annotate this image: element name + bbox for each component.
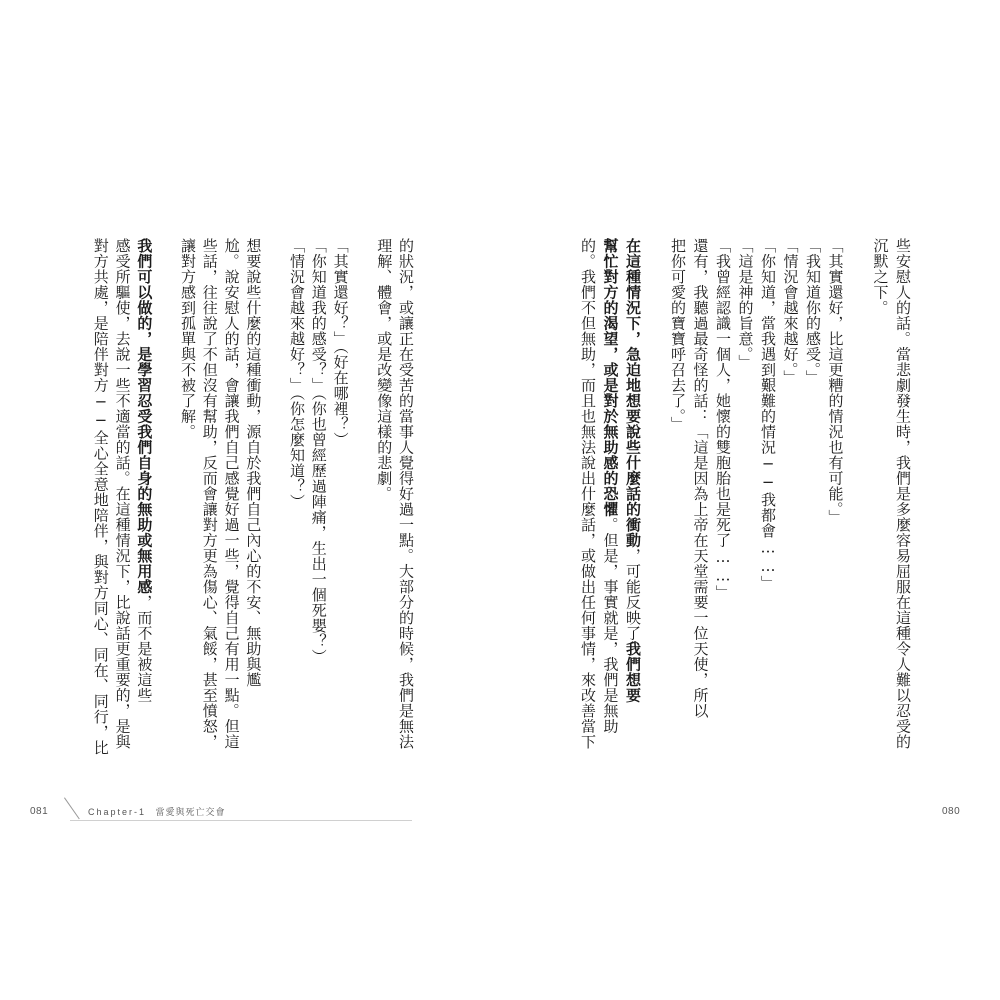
right-page-column-11-segment: 把你可愛的寶寶呼召去了。」 (669, 238, 687, 432)
right-page-column-2-segment: 沉默之下。 (871, 238, 890, 316)
left-page-column-6-segment: 「情況會越來越好？」（你怎麼知道？） (288, 238, 306, 510)
left-page-column-9 (223, 238, 239, 750)
right-page-column-10-segment: 還有，我聽過最奇怪的話：「這是因為上帝在天堂需要一位天使，所以 (691, 238, 710, 719)
left-page-column-4 (332, 238, 348, 448)
left-page-column-14 (114, 238, 130, 750)
left-page-column-6 (288, 238, 304, 510)
running-header-title: 當愛與死亡交會 (155, 807, 226, 817)
right-page-column-4 (827, 238, 843, 525)
right-page-column-7-segment: 「你知道，當我遇到艱難的情況──我都會……」 (759, 238, 777, 591)
left-page-column-13-segment: ，而不是被這些 (135, 594, 154, 703)
left-page-column-11 (179, 238, 195, 440)
right-page-column-13-segment: 我們想要 (624, 641, 642, 703)
left-page-column-13-segment: 我們可以做的，是學習忍受我們自身的無助或無用感 (135, 238, 154, 595)
right-page-column-6-segment: 「情況會越來越好。」 (781, 238, 800, 386)
right-page-column-5-segment: 「我知道你的感受。」 (804, 238, 822, 386)
right-page-column-2 (872, 238, 888, 316)
right-page-column-10 (692, 238, 708, 719)
left-page-column-5 (310, 238, 326, 665)
left-page-column-9-segment: 尬。說安慰人的話，會讓我們自己感覺好過一些，覺得自己有用一點。但這 (222, 238, 241, 750)
left-page-number: 081 (30, 806, 49, 817)
right-page-column-9 (714, 238, 730, 601)
right-page-column-4-segment: 「其實還好，比這更糟的情況也有可能。」 (826, 238, 845, 525)
right-page-column-14-segment: 。但是，事實就是，我們是無助 (601, 517, 620, 734)
left-page-column-10 (201, 238, 217, 750)
left-page-column-8-segment: 想要說些什麼的這種衝動，源自於我們自己內心的不安、無助與尷 (244, 238, 263, 688)
right-page-column-13 (624, 238, 640, 703)
left-page-column-13 (135, 238, 154, 703)
left-page-column-1-segment: 的狀況，或讓正在受苦的當事人覺得好過一點。大部分的時候，我們是無法 (397, 238, 415, 750)
right-page-column-1-segment: 些安慰人的話。當悲劇發生時，我們是多麼容易屈服在這種令人難以忍受的 (894, 238, 912, 750)
running-header (88, 805, 226, 818)
left-page-column-1 (397, 238, 413, 750)
right-page-column-15 (579, 238, 595, 750)
left-page-column-4-segment: 「其實還好？」（好在哪裡？） (331, 238, 350, 448)
left-page-column-10-segment: 些話，往往說了不但沒有幫助，反而會讓對方更為傷心、氣餒，甚至憤怒， (200, 238, 219, 750)
left-page-column-15 (92, 238, 108, 756)
right-page-column-11 (669, 238, 685, 432)
right-page-column-8 (737, 238, 753, 370)
left-page-column-8 (244, 238, 263, 688)
header-slash-ornament (64, 797, 80, 819)
left-page-column-14-segment: 感受所驅使，去說一些不適當的話。在這種情況下，比說話更重要的，是與 (113, 238, 132, 750)
right-page-column-7 (759, 238, 775, 591)
right-page-column-5 (804, 238, 820, 386)
right-page-column-14-segment: 幫忙對方的渴望，或是對於無助感的恐懼 (601, 238, 620, 517)
right-page-column-13-segment: 在這種情況下，急迫地想要說些什麼話的衝動 (624, 238, 642, 548)
right-page-column-13-segment: ，可能反映了 (624, 548, 642, 641)
right-page-column-9-segment: 「我曾經認識一個人，她懷的雙胞胎也是死了……」 (714, 238, 732, 601)
running-header-chapter: Chapter-1 (88, 807, 147, 817)
right-page-number: 080 (942, 806, 961, 817)
right-page (500, 0, 1000, 1000)
left-page-column-15-segment: 對方共處，是陪伴對方──全心全意地陪伴，與對方同心、同在、同行，比 (91, 238, 110, 756)
running-header-rule (70, 820, 412, 821)
right-page-column-6 (782, 238, 798, 386)
left-page-column-11-segment: 讓對方感到孤單與不被了解。 (179, 238, 197, 440)
left-page-column-2 (375, 238, 394, 502)
right-page-column-14 (602, 238, 618, 734)
left-page-column-5-segment: 「你知道我的感受？」（你也曾經歷過陣痛，生出一個死嬰？） (309, 238, 328, 665)
right-page-column-15-segment: 的。我們不但無助，而且也無法說出什麼話，或做出任何事情，來改善當下 (579, 238, 597, 750)
right-page-column-8-segment: 「這是神的旨意。」 (736, 238, 755, 370)
left-page-column-2-segment: 理解、體會，或是改變像這樣的悲劇。 (375, 238, 394, 502)
right-page-column-1 (894, 238, 910, 750)
